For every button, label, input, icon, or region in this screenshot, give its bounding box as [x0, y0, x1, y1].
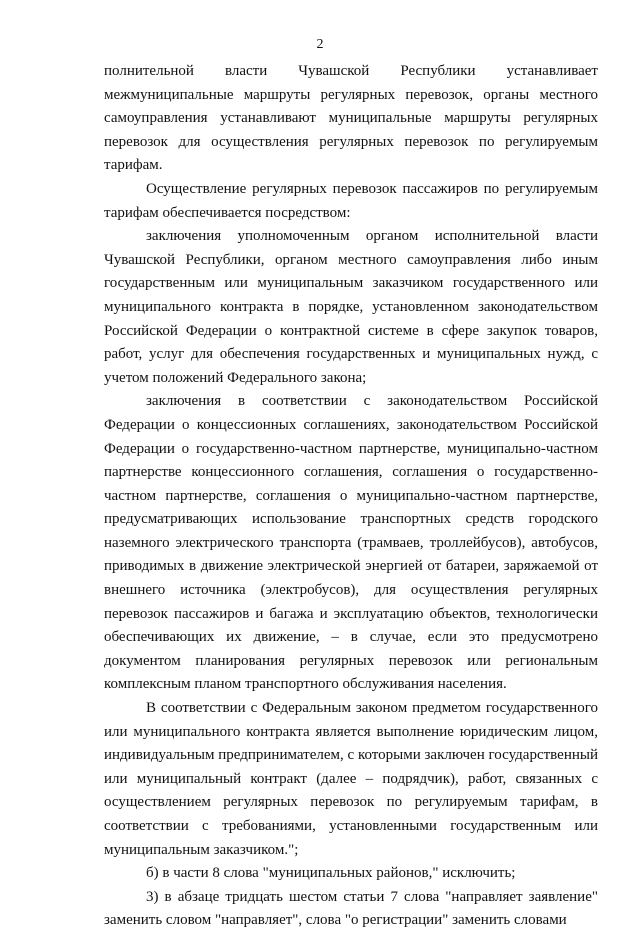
paragraph-amendment-3: 3) в абзаце тридцать шестом статьи 7 слова "направляет заявление" заменить словом "направляет", слова "о регистрации" заменить словами — [104, 888, 598, 929]
document-body — [104, 60, 598, 933]
page-number: 2 — [316, 37, 324, 52]
paragraph-contract-subject: В соответствии с Федеральным законом предметом государственного или муниципального контракта является выполнение юридическим лицом, индивидуальным предпринимателем, с которыми заключен государственный или муниципальный контракт (далее – подрядчик), работ, связанных с осуществлением регулярных перевозок по регулируемым тарифам, в соответствии с требованиями, установленными государственным или муниципальным заказчиком."; — [104, 700, 598, 858]
paragraph-contract-conclusion: заключения уполномоченным органом исполнительной власти Чувашской Республики, органом местного самоуправления либо иным государственным или муниципальным заказчиком государственного или муниципального контракта в порядке, установленном законодательством Российской Федерации о контрактной системе в сфере закупок товаров, работ, услуг для обеспечения государственных и муниципальных нужд, с учетом положений Федерального закона; — [104, 228, 598, 386]
paragraph-concession-agreements: заключения в соответствии с законодательством Российской Федерации о концессионных соглашениях, законодательством Российской Федерации о государственно-частном партнерстве, муниципально-частном партнерстве концессионного соглашения, соглашения о государственно-частном партнерстве, соглашения о муниципально-частном партнерстве, предусматривающих использование транспортных средств городского наземного электрического транспорта (трамваев, троллейбусов), автобусов, приводимых в движение электрической энергией от батареи, заряжаемой от внешнего источника (электробусов), для осуществления регулярных перевозок пассажиров и багажа и эксплуатацию объектов, технологически обеспечивающих их движение, – в случае, если это предусмотрено документом планирования регулярных перевозок или региональным комплексным планом транспортного обслуживания населения. — [104, 393, 598, 693]
paragraph-amendment-b: б) в части 8 слова "муниципальных районов," исключить; — [146, 865, 516, 882]
paragraph-regular-transport-intro: Осуществление регулярных перевозок пассажиров по регулируемым тарифам обеспечивается посредством: — [104, 180, 598, 221]
paragraph-continuation: полнительной власти Чувашской Республики устанавливает межмуниципальные маршруты регулярных перевозок, органы местного самоуправления устанавливают муниципальные маршруты регулярных перевозок для осуществления регулярных перевозок по регулируемым тарифам. — [104, 63, 598, 174]
